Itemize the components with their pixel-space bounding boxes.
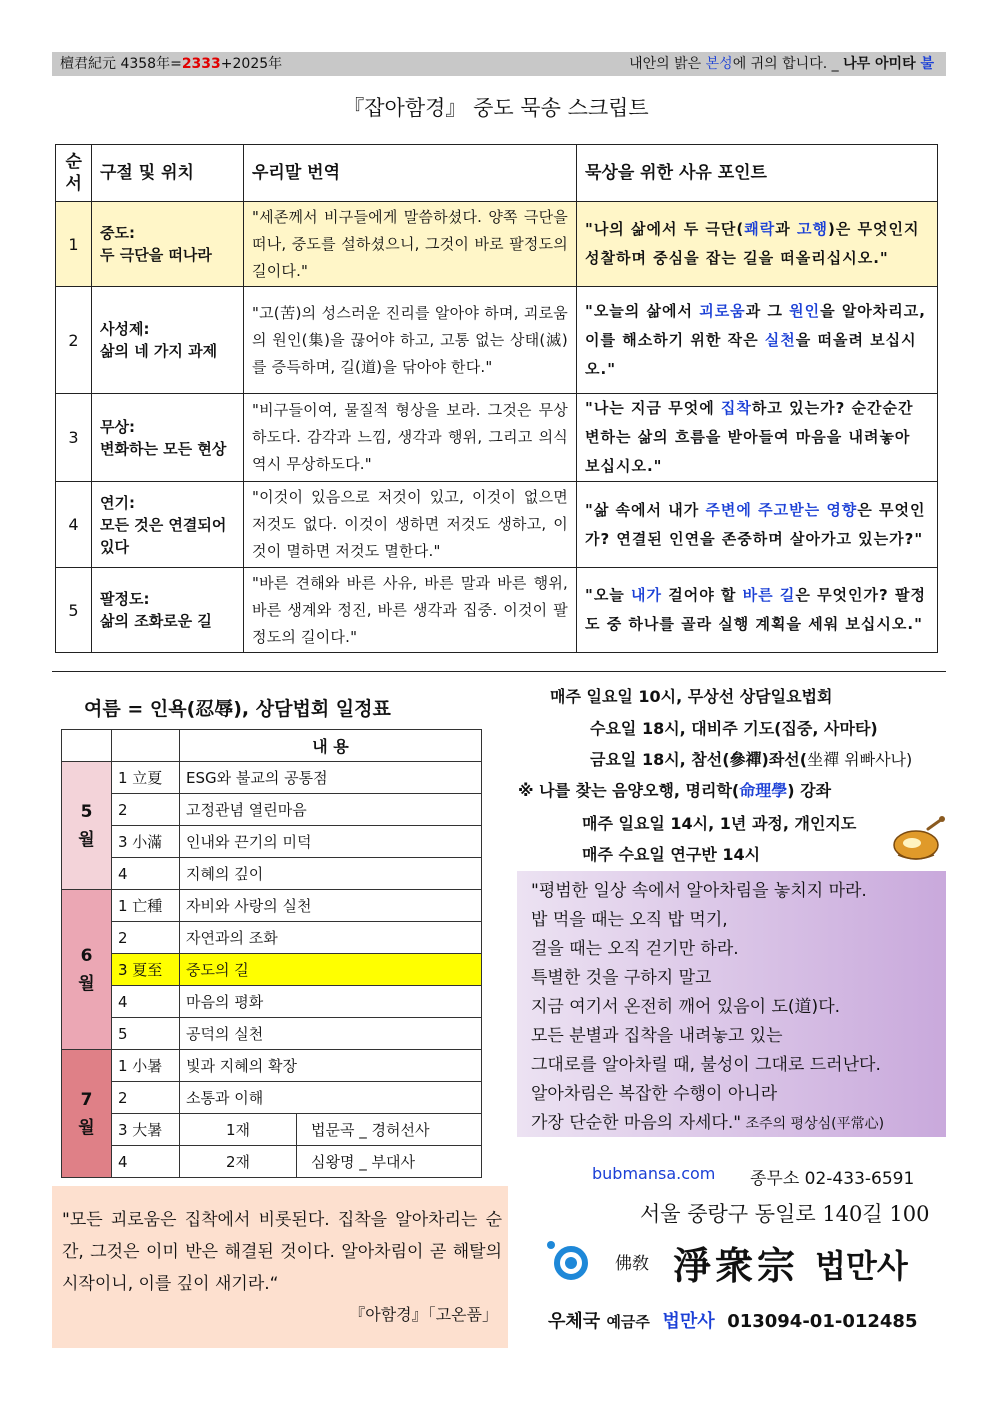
table-row: 2 소통과 이해 <box>62 1082 482 1114</box>
col-pt-header: 묵상을 위한 사유 포인트 <box>577 145 938 202</box>
table-row: 5 팔정도: 삶의 조화로운 길 "바른 견해와 바른 사유, 바른 말과 바른 행위, 바른 생계와 정진, 바른 생각과 집중. 이것이 팔정도의 길이다." "오늘 내가 걸어야 할 바른 길은 무엇인가? 팔정도 중 하나를 골라 실행 계획을 세워 보십시오." <box>56 568 938 653</box>
col-tr-header: 우리말 번역 <box>244 145 577 202</box>
month-july: 7 월 <box>62 1050 112 1178</box>
buddhist-year: 2333 <box>181 56 221 72</box>
table-row: 6 월 1 亡種 자비와 사랑의 실천 <box>62 890 482 922</box>
content-header: 내 용 <box>180 730 482 762</box>
month-june: 6 월 <box>62 890 112 1050</box>
bank-account: 우체국 예금주 법만사 013094-01-012485 <box>548 1311 918 1332</box>
table-row: 4 지혜의 깊이 <box>62 858 482 890</box>
col-pos-header: 구절 및 위치 <box>92 145 244 202</box>
table-row: 3 大暑 1재 법문곡 _ 경허선사 <box>62 1114 482 1146</box>
service-wednesday: 수요일 18시, 대비주 기도(집중, 사마타) <box>590 719 878 738</box>
table-row: 3 小滿 인내와 끈기의 미덕 <box>62 826 482 858</box>
service-sunday: 매주 일요일 10시, 무상선 상담일요법회 <box>550 687 833 706</box>
lecture-sunday: 매주 일요일 14시, 1년 과정, 개인지도 <box>582 814 857 833</box>
lecture-wednesday: 매주 수요일 연구반 14시 <box>582 845 761 864</box>
schedule-table <box>61 729 482 1178</box>
table-row: 1 중도: 두 극단을 떠나라 "세존께서 비구들에게 말씀하셨다. 양쪽 극단을 떠나, 중도를 설하셨으니, 그것이 바로 팔정도의 길이다." "나의 삶에서 두 극단(쾌락과 고행)은 무엇인지 성찰하며 중심을 잡는 길을 떠올리십시오." <box>56 202 938 287</box>
table-row: 5 월 1 立夏 ESG와 불교의 공통점 <box>62 762 482 794</box>
table-row: 2 고정관념 열린마음 <box>62 794 482 826</box>
script-table-header <box>56 145 938 202</box>
quote-box-right: "평범한 일상 속에서 알아차림을 놓치지 마라. 밥 먹을 때는 오직 밥 먹기, 걸을 때는 오직 걷기만 하라. 특별한 것을 구하지 말고 지금 여기서 온전히 깨어 있음이 도(道)다. 모든 분별과 집착을 내려놓고 있는 그대로를 알아차릴 때, 불성이 그대로 드러난다. 알아차림은 복잡한 수행이 아니라 가장 단순한 마음의 자세다." 조주의 평상심(平常心) <box>517 871 946 1137</box>
lecture-title: ※ 나를 찾는 음양오행, 명리학(命理學) 강좌 <box>518 781 832 800</box>
logo-main-text: 淨衆宗 <box>673 1243 800 1288</box>
table-row: 7 월 1 小暑 빛과 지혜의 확장 <box>62 1050 482 1082</box>
table-row: 5 공덕의 실천 <box>62 1018 482 1050</box>
table-row: 4 연기: 모든 것은 연결되어 있다 "이것이 있음으로 저것이 있고, 이것이 없으면 저것도 없다. 이것이 생하면 저것도 생하고, 이것이 멸하면 저것도 멸한다." "삶 속에서 내가 주변에 주고받는 영향은 무엇인가? 연결된 인연을 존중하며 살아가고 있는가?" <box>56 482 938 568</box>
schedule-title: 여름 = 인욕(忍辱), 상담법회 일정표 <box>84 698 391 720</box>
quote-source: 『아함경』「고온품」 <box>349 1305 498 1324</box>
temple-emblem-icon <box>545 1239 591 1281</box>
logo-small-text: 佛敎 <box>615 1254 649 1274</box>
website-link[interactable]: bubmansa.com <box>592 1164 716 1183</box>
page-title: 『잡아함경』 중도 묵송 스크립트 <box>343 96 649 120</box>
table-row: 2 사성제: 삶의 네 가지 과제 "고(苦)의 성스러운 진리를 알아야 하며, 괴로움의 원인(集)을 끊어야 하고, 고통 없는 상태(滅)를 증득하며, 길(道)을 닦아야 한다." "오늘의 삶에서 괴로움과 그 원인을 알아차리고, 이를 해소하기 위한 작은 실천을 떠올려 보십시오." <box>56 287 938 394</box>
era-text: 檀君紀元 4358年=2333+2025年 <box>60 56 283 72</box>
header-bar <box>52 52 946 76</box>
table-row: 3 무상: 변화하는 모든 현상 "비구들이여, 물질적 형상을 보라. 그것은 무상하도다. 감각과 느낌, 생각과 행위, 그리고 의식 역시 무상하도다." "나는 지금 무엇에 집착하고 있는가? 순간순간 변하는 삶의 흐름을 받아들여 마음을 내려놓아 보십시오." <box>56 394 938 482</box>
motto-text: 내안의 밝은 본성에 귀의 합니다. _ 나무 아미타 불 <box>629 56 934 72</box>
temple-logo <box>545 1235 935 1288</box>
script-table <box>55 144 938 653</box>
quote-text: "모든 괴로움은 집착에서 비롯된다. 집착을 알아차리는 순간, 그것은 이미 반은 해결된 것이다. 알아차림이 곧 해탈의 시작이니, 이를 깊이 새기라.“ <box>62 1210 502 1294</box>
address: 서울 중랑구 동일로 140길 100 <box>640 1202 930 1226</box>
quote-box-left <box>52 1186 508 1348</box>
logo-temple-name: 법만사 <box>815 1247 908 1285</box>
table-row: 2 자연과의 조화 <box>62 922 482 954</box>
table-row: 4 마음의 평화 <box>62 986 482 1018</box>
month-may: 5 월 <box>62 762 112 890</box>
table-row-highlighted: 3 夏至 중도의 길 <box>62 954 482 986</box>
moktak-icon <box>888 815 946 861</box>
office-phone: 종무소 02-433-6591 <box>750 1169 915 1189</box>
service-friday: 금요일 18시, 참선(參禪)좌선(坐禪 위빠사나) <box>590 750 913 769</box>
table-row: 4 2재 심왕명 _ 부대사 <box>62 1146 482 1178</box>
schedule-header <box>62 730 482 762</box>
col-num-header: 순서 <box>56 145 92 202</box>
divider <box>52 671 946 672</box>
